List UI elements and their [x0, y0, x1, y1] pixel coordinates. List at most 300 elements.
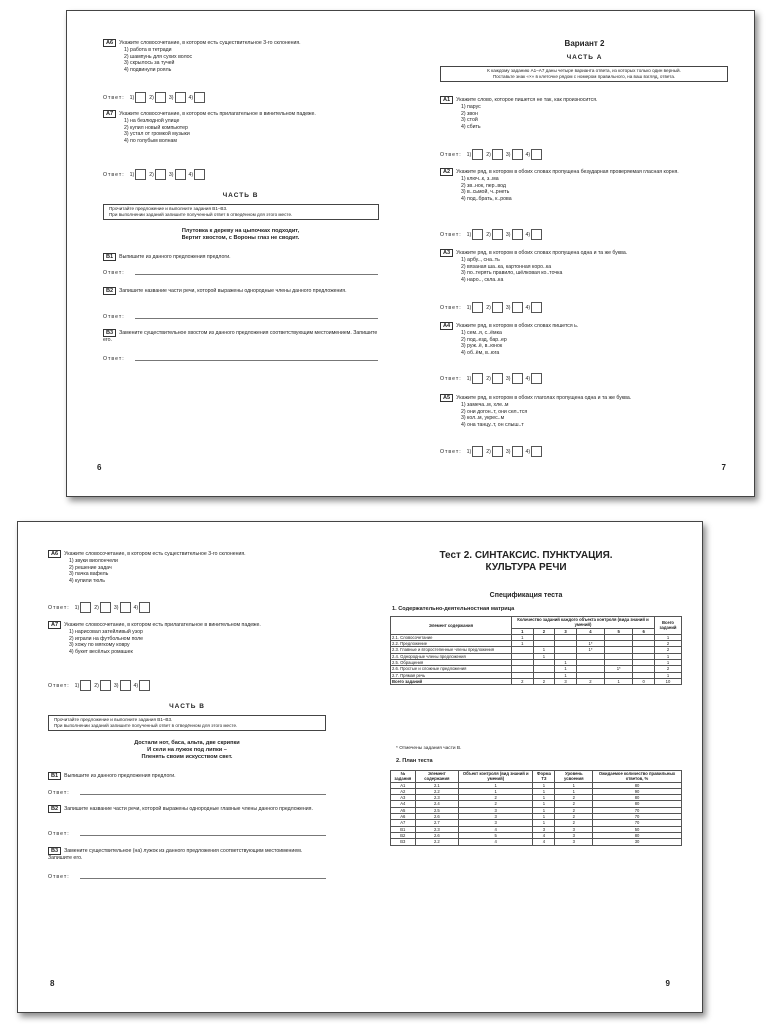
table-cell: 1	[533, 795, 555, 801]
table-cell: А3	[391, 795, 416, 801]
content-matrix-table	[390, 616, 682, 685]
choice-number: 2)	[149, 171, 154, 178]
matrix-col-header: 3	[555, 628, 577, 634]
option: 3) руж..ё, в..юнок	[461, 343, 503, 350]
table-row	[391, 839, 682, 845]
table-cell: 3	[555, 678, 577, 684]
choice-number: 3)	[168, 171, 174, 178]
answer-checkbox[interactable]	[531, 446, 542, 457]
question-number: А2	[440, 168, 453, 176]
table-cell: 90	[593, 788, 682, 794]
plan-header: Уровень усвоения	[555, 771, 593, 783]
answer-choice	[467, 229, 484, 240]
table-cell: 1	[459, 788, 533, 794]
table-cell: 4	[533, 839, 555, 845]
answer-checkbox[interactable]	[139, 680, 150, 691]
answer-choice	[114, 680, 131, 691]
answer-checkbox[interactable]	[531, 149, 542, 160]
table-cell: 1*	[605, 666, 633, 672]
table-cell: 2	[555, 820, 593, 826]
option: 4) букет весёлых ромашек	[69, 648, 133, 655]
matrix-header-element: Элемент содержания	[391, 617, 512, 635]
option: 4) она танцу..т, он слыш..т	[461, 421, 524, 428]
answer-label: Ответ:	[103, 356, 125, 362]
plan-header: Форма ТЗ	[533, 771, 555, 783]
question-text: Укажите словосочетание, в котором есть существительное 3-го склонения.	[64, 551, 246, 557]
option: 3) по..терять правило, шёлковая ко..точка	[461, 270, 563, 277]
answer-choice	[94, 680, 111, 691]
choice-number: 3)	[168, 94, 174, 101]
table-cell: 1*	[576, 647, 604, 653]
option: 2) играли на футбольном поле	[69, 635, 144, 642]
answer-checkbox[interactable]	[472, 373, 483, 384]
question-text: Укажите ряд, в котором в обоих глаголах пропущена одна и та же буква.	[456, 395, 632, 401]
table-cell: 1	[655, 653, 682, 659]
choice-number: 1)	[129, 94, 135, 101]
question-number: А1	[440, 96, 453, 104]
choice-number: 3)	[113, 604, 119, 611]
option: 1) замеча..м, хле..м	[461, 402, 509, 408]
choice-number: 4)	[525, 231, 531, 238]
answer-checkbox[interactable]	[135, 92, 146, 103]
table-cell: Всего заданий	[391, 678, 512, 684]
answer-checkbox[interactable]	[175, 169, 186, 180]
answer-label: Ответ:	[48, 604, 70, 611]
answer-choice	[114, 602, 131, 613]
answer-checkbox[interactable]	[175, 92, 186, 103]
page-number: 6	[97, 463, 102, 472]
table-cell: 1	[605, 678, 633, 684]
question-text: Укажите словосочетание, в котором есть существительное 3-го склонения.	[119, 40, 301, 46]
plan-header: № задания	[391, 771, 416, 783]
answer-checkbox[interactable]	[512, 149, 523, 160]
table-cell: А7	[391, 820, 416, 826]
plan-header: Ожидаемое количество правильных ответов, %	[593, 771, 682, 783]
instruction-line: К каждому заданию А1–А7 даны четыре варианта ответа, из которых только один верный.	[487, 68, 681, 73]
question-text: Замените существительное хвостом из данного предложения соответствующим местоимением. Запишите его.	[103, 330, 378, 343]
question-a3	[440, 249, 725, 283]
table-cell: 2.1	[415, 782, 459, 788]
table-cell: В3	[391, 839, 416, 845]
matrix-col-header: 2	[533, 628, 555, 634]
page-9	[356, 522, 702, 1012]
page-number: 7	[721, 463, 726, 472]
answer-choice	[169, 92, 186, 103]
option: 1) парус	[461, 104, 481, 110]
choice-number: 3)	[505, 448, 511, 455]
answer-checkbox[interactable]	[492, 373, 503, 384]
table-cell: 80	[593, 782, 682, 788]
table-cell: 2.4	[415, 801, 459, 807]
answer-choice	[506, 229, 523, 240]
answer-checkbox[interactable]	[492, 229, 503, 240]
answer-choice	[134, 680, 151, 691]
question-b3	[48, 847, 326, 862]
table-cell: 2.2	[415, 788, 459, 794]
choice-number: 2)	[486, 448, 491, 455]
spec-title: Спецификация теста	[489, 592, 563, 599]
table-cell: 70	[593, 820, 682, 826]
answer-checkbox[interactable]	[80, 602, 91, 613]
table-cell: 2	[555, 807, 593, 813]
top-spread	[66, 10, 755, 497]
answer-choice	[486, 149, 503, 160]
answer-line	[48, 831, 326, 837]
choice-number: 1)	[129, 171, 135, 178]
question-b2	[103, 287, 378, 295]
answer-choice	[486, 446, 503, 457]
answer-row	[440, 302, 544, 313]
choice-number: 1)	[74, 682, 80, 689]
sentence	[103, 228, 378, 242]
option: 3) скрылось за тучей	[124, 60, 175, 67]
question-text: Укажите ряд, в котором в обоих словах пропущена безударная проверяемая гласная корня.	[456, 169, 679, 175]
question-number: А7	[103, 110, 116, 118]
question-a2	[440, 168, 725, 202]
table-cell: В1	[391, 826, 416, 832]
table-cell: 10	[655, 678, 682, 684]
choice-number: 1)	[466, 151, 472, 158]
title-line: КУЛЬТУРА РЕЧИ	[485, 562, 567, 573]
table-cell: 1	[533, 788, 555, 794]
answer-line	[48, 874, 326, 880]
table-cell: 1	[655, 634, 682, 640]
choice-number: 2)	[94, 604, 99, 611]
choice-number: 4)	[188, 171, 194, 178]
question-number: А3	[440, 249, 453, 257]
matrix-col-header: 4	[576, 628, 604, 634]
answer-checkbox[interactable]	[472, 446, 483, 457]
answer-choice	[467, 302, 484, 313]
choice-number: 2)	[149, 94, 154, 101]
answer-choice	[149, 92, 166, 103]
answer-checkbox[interactable]	[512, 446, 523, 457]
table-cell: 3	[555, 839, 593, 845]
answer-rule[interactable]	[135, 274, 378, 275]
answer-row	[440, 446, 544, 457]
option: 2) под..езд, бар..ер	[461, 336, 507, 343]
answer-checkbox[interactable]	[100, 680, 111, 691]
choice-number: 1)	[466, 448, 472, 455]
answer-choice	[94, 602, 111, 613]
choice-number: 4)	[188, 94, 194, 101]
table-cell: 1*	[576, 641, 604, 647]
table-cell: 1	[459, 782, 533, 788]
table-cell: 4	[459, 839, 533, 845]
answer-checkbox[interactable]	[492, 446, 503, 457]
answer-checkbox[interactable]	[512, 302, 523, 313]
table-cell: 4	[533, 832, 555, 838]
table-cell: 2.6. Простые и сложные предложения	[391, 666, 512, 672]
question-a6	[103, 39, 403, 73]
question-a5	[440, 394, 725, 428]
question-number: В3	[103, 329, 116, 337]
answer-checkbox[interactable]	[472, 149, 483, 160]
matrix-header-count: Количество заданий каждого объекта контроля (вида знаний и умений)	[512, 617, 655, 629]
table-cell: 80	[593, 801, 682, 807]
table-cell: 2.2. Предложение	[391, 641, 512, 647]
answer-row	[103, 92, 207, 103]
choice-number: 4)	[133, 604, 139, 611]
table-cell: 1	[555, 788, 593, 794]
footnote: * Отмечены задания части В.	[396, 746, 462, 751]
option: 3) в..сьмой, ч..рнеть	[461, 189, 510, 196]
table-cell: 2.3	[415, 795, 459, 801]
test-title	[376, 550, 676, 574]
matrix-title: 1. Содержательно-деятельностная матрица	[392, 606, 515, 612]
sentence-line: И сели на лужок под липки –	[147, 747, 227, 753]
page-7	[412, 11, 754, 496]
answer-row	[440, 149, 544, 160]
answer-rule[interactable]	[135, 360, 378, 361]
question-number: А7	[48, 621, 61, 629]
answer-choice	[189, 169, 206, 180]
table-cell: 2	[655, 647, 682, 653]
choice-number: 2)	[486, 231, 491, 238]
answer-checkbox[interactable]	[139, 602, 150, 613]
answer-choice	[486, 373, 503, 384]
table-cell: 5	[459, 832, 533, 838]
table-cell: 1	[533, 782, 555, 788]
page-6	[67, 11, 412, 496]
option: 2) они догон..т, они сел..тся	[461, 408, 528, 415]
table-cell: 1	[533, 647, 555, 653]
table-cell: 1	[655, 672, 682, 678]
answer-choice	[486, 302, 503, 313]
question-b2	[48, 805, 326, 813]
answer-checkbox[interactable]	[472, 302, 483, 313]
table-cell: 2	[459, 795, 533, 801]
test-plan-table	[390, 770, 682, 846]
table-cell: 1	[555, 666, 577, 672]
table-cell: 2.6	[415, 814, 459, 820]
answer-label: Ответ:	[440, 231, 462, 238]
choice-number: 1)	[466, 304, 472, 311]
answer-checkbox[interactable]	[512, 229, 523, 240]
table-cell: 3	[459, 814, 533, 820]
question-a6	[48, 550, 338, 584]
table-cell: В2	[391, 832, 416, 838]
answer-choice	[169, 169, 186, 180]
choice-number: 3)	[505, 304, 511, 311]
choice-number: 3)	[505, 151, 511, 158]
option: 3) устал от громкой музыки	[124, 131, 190, 138]
option: 1) звуки виолончели	[69, 558, 118, 564]
answer-label: Ответ:	[48, 790, 70, 796]
instruction-line: При выполнении заданий запишите полученный ответ в отведённом для этого месте.	[54, 723, 238, 728]
answer-checkbox[interactable]	[155, 92, 166, 103]
answer-label: Ответ:	[103, 171, 125, 178]
answer-checkbox[interactable]	[492, 149, 503, 160]
table-cell: 50	[593, 826, 682, 832]
answer-rule[interactable]	[135, 318, 378, 319]
table-row	[391, 678, 682, 684]
option: 2) звон	[461, 110, 478, 117]
question-text: Укажите ряд, в котором в обоих словах пропущена одна и та же буква.	[456, 250, 628, 256]
question-text: Замените существительное (на) лужок из данного предложения соответствующим местоимением. Запишите его.	[48, 848, 303, 861]
question-text: Укажите словосочетание, в котором есть прилагательное в винительном падеже.	[119, 111, 316, 117]
answer-checkbox[interactable]	[512, 373, 523, 384]
question-number: А5	[440, 394, 453, 402]
sentence-line: Достали нот, баса, альта, две скрипки	[134, 740, 240, 746]
option: 1) нарисовал затейливый узор	[69, 629, 143, 635]
option: 3) кол..м, укрес..м	[461, 415, 505, 422]
table-cell: А5	[391, 807, 416, 813]
choice-number: 4)	[525, 151, 531, 158]
question-text: Укажите словосочетание, в котором есть прилагательное в винительном падеже.	[64, 622, 261, 628]
answer-label: Ответ:	[440, 375, 462, 382]
answer-checkbox[interactable]	[531, 229, 542, 240]
table-cell: 2.5. Обращения	[391, 660, 512, 666]
option: 2) шампунь для сухих волос	[124, 53, 193, 60]
table-cell: 2.6	[415, 832, 459, 838]
answer-label: Ответ:	[103, 94, 125, 101]
page-8	[18, 522, 356, 1012]
instruction-line: Прочитайте предложение и выполните задания В1–В3.	[109, 206, 228, 211]
part-b-heading: ЧАСТЬ В	[169, 703, 205, 710]
table-cell: 2	[533, 678, 555, 684]
table-cell: А6	[391, 814, 416, 820]
bottom-spread	[17, 521, 703, 1013]
choice-number: 4)	[133, 682, 139, 689]
answer-choice	[506, 149, 523, 160]
table-cell: 1	[533, 801, 555, 807]
question-a1	[440, 96, 725, 130]
answer-label: Ответ:	[440, 151, 462, 158]
table-cell: 1	[555, 782, 593, 788]
table-cell: 0	[633, 678, 655, 684]
question-b1	[103, 253, 378, 261]
instruction-line: Прочитайте предложение и выполните задания В1–В3.	[54, 717, 173, 722]
matrix-col-header: 1	[512, 628, 534, 634]
matrix-col-header: 6	[633, 628, 655, 634]
question-number: А6	[103, 39, 116, 47]
answer-checkbox[interactable]	[492, 302, 503, 313]
answer-rule[interactable]	[80, 794, 326, 795]
answer-checkbox[interactable]	[194, 92, 205, 103]
answer-checkbox[interactable]	[194, 169, 205, 180]
choice-number: 2)	[486, 151, 491, 158]
table-cell: 3	[533, 826, 555, 832]
table-cell: 3	[555, 826, 593, 832]
option: 3) пачка вафель	[69, 571, 109, 578]
sentence	[48, 740, 326, 761]
title-line: Тест 2. СИНТАКСИС. ПУНКТУАЦИЯ.	[439, 550, 613, 561]
answer-checkbox[interactable]	[135, 169, 146, 180]
page-number: 8	[50, 979, 55, 988]
answer-checkbox[interactable]	[531, 373, 542, 384]
answer-choice	[467, 149, 484, 160]
question-number: В1	[103, 253, 116, 261]
instruction-box	[103, 204, 379, 220]
answer-choice	[526, 446, 543, 457]
plan-title: 2. План теста	[396, 758, 433, 764]
answer-checkbox[interactable]	[155, 169, 166, 180]
option: 4) сбить	[461, 123, 481, 130]
answer-label: Ответ:	[48, 874, 70, 880]
table-cell: 2	[459, 801, 533, 807]
option: 1) на безлюдной улице	[124, 118, 180, 124]
question-number: В2	[103, 287, 116, 295]
answer-choice	[526, 149, 543, 160]
table-cell: 1	[655, 660, 682, 666]
choice-number: 4)	[525, 304, 531, 311]
option: 3) стой	[461, 117, 478, 124]
answer-row	[48, 602, 152, 613]
question-number: В3	[48, 847, 61, 855]
choice-number: 2)	[486, 304, 491, 311]
answer-choice	[506, 373, 523, 384]
question-text: Запишите название части речи, которой выражены однородные члены данного предложения.	[119, 288, 347, 294]
question-text: Укажите слово, которое пишется не так, как произносится.	[456, 97, 598, 103]
matrix-col-header: 5	[605, 628, 633, 634]
answer-choice	[149, 169, 166, 180]
answer-label: Ответ:	[440, 304, 462, 311]
answer-checkbox[interactable]	[531, 302, 542, 313]
option: 4) по голубым волнам	[124, 137, 177, 144]
table-cell: 1	[533, 653, 555, 659]
answer-checkbox[interactable]	[472, 229, 483, 240]
table-cell: 70	[593, 814, 682, 820]
table-cell: 1	[533, 820, 555, 826]
answer-choice	[130, 169, 147, 180]
answer-label: Ответ:	[440, 448, 462, 455]
question-b3	[103, 329, 378, 344]
instruction-line: Поставьте знак «×» в клеточке рядом с номером правильного, на ваш взгляд, ответа.	[492, 74, 676, 79]
option: 4) наро.., скла..ка	[461, 276, 504, 283]
instruction-box	[440, 66, 728, 82]
answer-checkbox[interactable]	[80, 680, 91, 691]
table-cell: 1	[555, 660, 577, 666]
question-number: В2	[48, 805, 61, 813]
question-a7	[48, 621, 326, 655]
table-cell: 1	[512, 634, 534, 640]
option: 4) об..ём, в..юга	[461, 349, 500, 356]
choice-number: 3)	[505, 375, 511, 382]
table-cell: 80	[593, 795, 682, 801]
answer-choice	[467, 373, 484, 384]
choice-number: 3)	[505, 231, 511, 238]
answer-checkbox[interactable]	[120, 680, 131, 691]
page-number: 9	[665, 979, 670, 988]
answer-checkbox[interactable]	[120, 602, 131, 613]
answer-choice	[467, 446, 484, 457]
option: 1) работа в тетради	[124, 47, 172, 53]
answer-choice	[526, 373, 543, 384]
answer-checkbox[interactable]	[100, 602, 111, 613]
part-b-heading: ЧАСТЬ В	[222, 192, 259, 199]
choice-number: 4)	[525, 375, 531, 382]
option: 2) купил новый компьютер	[124, 124, 188, 131]
option: 1) арбу.., сна..ть	[461, 257, 500, 263]
table-cell: 2	[655, 641, 682, 647]
answer-label: Ответ:	[103, 270, 125, 276]
option: 4) под..брать, к..рова	[461, 195, 512, 202]
question-text: Выпишите из данного предложения предлоги.	[64, 773, 176, 779]
answer-choice	[75, 602, 92, 613]
choice-number: 1)	[466, 375, 472, 382]
choice-number: 2)	[94, 682, 99, 689]
choice-number: 1)	[74, 604, 80, 611]
question-text: Запишите название части речи, которой выражены однородные главные члены данного предложения.	[64, 806, 313, 812]
table-cell: А1	[391, 782, 416, 788]
answer-rule[interactable]	[80, 835, 326, 836]
table-cell: А2	[391, 788, 416, 794]
answer-rule[interactable]	[80, 878, 326, 879]
answer-label: Ответ:	[103, 314, 125, 320]
plan-header: Объект контроля (вид знаний и умений)	[459, 771, 533, 783]
answer-row	[440, 373, 544, 384]
